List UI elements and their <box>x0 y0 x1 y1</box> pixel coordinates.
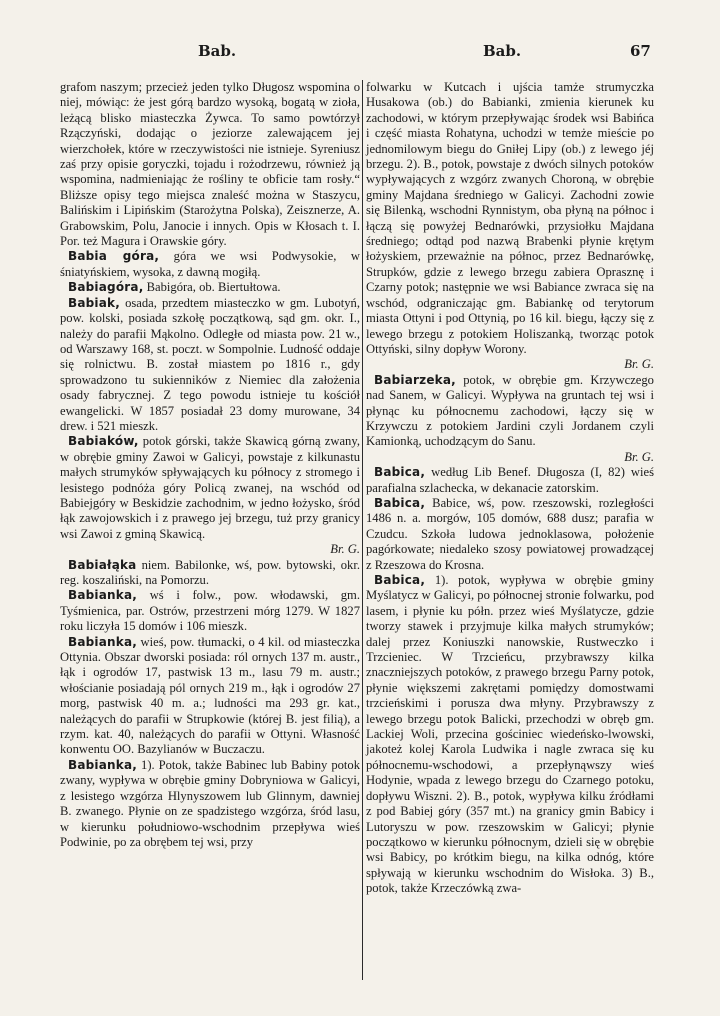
entry-headword: Babica, <box>374 495 426 510</box>
entry-headword: Babianka, <box>68 757 138 772</box>
entry-text: wieś, pow. tłumacki, o 4 kil. od miasteczka Ottynia. Obszar dworski posiada: ról ornych 137 m. austr., łąk i ogrodów 17, pastwisk 13 m., lasu 79 m. austr.; włościanie posiadają pól ornych 219 m., łąk i ogrodów 27 morg, pastwisk 40 m. a.; ludności ma 293 gr. kat., należących do parafii w Strupkowie (której B. jest filią), a rzym. kat. 40, należących do parafii w Ottyni. Własność konwentu OO. Bazylianów w Buczaczu. <box>60 634 360 757</box>
entry-text: osada, przedtem miasteczko w gm. Lubotyń, pow. kolski, posiada szkołę początkową, sąd gm. okr. I., należy do parafii Mąkolno. Odległe od miasta pow. 21 w., od Warszawy 168, st. poczt. w Sompolnie. Ludność oddaje się rolnictwu. B. został miastem po 1816 r., gdy sprowadzono tu sukienników z Niemiec dla założenia osady fabrycznej. Z tego powodu istnieje tu kościół ewangelicki. W 1857 posiadał 23 domy murowane, 34 drew. i 521 mieszk. <box>60 295 360 433</box>
dictionary-entry <box>60 434 360 557</box>
entry-headword: Babiak, <box>68 295 120 310</box>
entry-text: 1). Potok, także Babinec lub Babiny potok zwany, wypływa w obrębie gminy Dobryniowa w Galicyi, z lesistego wzgórza Hlynyszowem lub Glinnym, dawniej B. zwanego. Płynie on ze spadzistego wzgórza, śród lasu, w kierunku południowo-wschodnim przepływa wieś Podwinie, po za obrębem tej wsi, przy <box>60 757 361 849</box>
entry-author-signature: Br. G. <box>624 449 654 464</box>
dictionary-entry <box>60 249 360 280</box>
entry-text: grafom naszym; przecież jeden tylko Długosz wspomina o niej, mówiąc: że jest górą bardzo wysoką, bogatą w zioła, leżącą blisko miasteczka Żywca. To samo powtórzył Rzączyński, dodając o jeziorze zalewającem jej wierzchołek, które w rzeczywistości nie istnieje. Syreniusz zaś przy opisie goryczki, tojadu i rożodrzewu, również ją wspomina, nadmieniając że rośliny te obficie tam rosły.“ Bliższe opisy tego miejsca znaleść można w Staszycu, Balińskim i Lipińskim (Starożytna Polska), Zeisznerze, A. Grabowskim, Polu, Janocie i innych. Opis w Kłosach t. I. Por. też Magura i Orawskie góry. <box>60 80 360 249</box>
header-left-headword: Bab. <box>198 42 237 60</box>
dictionary-entry <box>366 573 654 897</box>
entry-text: według Lib Benef. Długosza (I, 82) wieś parafialna szlachecka, w dekanacie zatorskim. <box>366 465 654 495</box>
left-column <box>60 80 360 850</box>
dictionary-entry <box>60 296 360 435</box>
dictionary-entry <box>60 558 360 589</box>
entry-author-signature: Br. G. <box>330 542 360 557</box>
entry-headword: Babica, <box>374 465 426 480</box>
dictionary-entry <box>60 758 360 850</box>
entry-text: niem. Babilonke, wś, pow. bytowski, okr. reg. koszaliński, na Pomorzu. <box>60 557 360 587</box>
entry-text: Babigóra, ob. Biertułtowa. <box>146 280 281 295</box>
dictionary-entry <box>60 280 360 295</box>
dictionary-entry <box>366 465 654 496</box>
entry-text: 1). potok, wypływa w obrębie gminy Myślatycz w Galicyi, po północnej stronie folwarku, pod lasem, i płynie ku półn. przez wieś Myślatycze, gdzie tworzy stawek i przyjmuje kilka małych strumyków; dalej przez Koniuszki nanowskie, Rustweczko i Trzcieniec. W Trzcieńcu, przybrawszy kilka znaczniejszych potoków, z prawego brzegu Parny potok, płynie większemi zakrętami pomiędzy domostwami trzcieńskimi i porusza dwa młyny. Przybrawszy z lewego brzegu potok Balicki, przechodzi w obręb gm. Lackiej Woli, przecina gościniec wiedeńsko-lwowski, jakoteż kolej Karola Ludwika i nagle zwraca się ku północnemu-wschodowi, a przepłynąwszy wieś Hodynie, wpada z lewego brzegu do Czarnego potoku, dopływu Wiszni. 2). B., potok, wypływa kilku źródłami z pod Babiej góry (357 mt.) na granicy gmin Babicy i Lutoryszu w pow. rzeszowskim w Galicyi; płynie początkowo w kierunku północnym, dzieli się w obrębie wsi Babicy, po krótkim biegu, na kilka odnóg, które spływają w kierunku wschodnim do Wisłoka. 3) B., potok, także Krzeczówką zwa- <box>366 573 654 896</box>
entry-headword: Babiagóra, <box>68 280 144 295</box>
entry-headword: Babica, <box>374 573 426 587</box>
entry-headword: Babiałąka <box>68 557 137 572</box>
entry-author-signature: Br. G. <box>624 357 654 372</box>
running-header <box>0 42 720 64</box>
entry-headword: Babia góra, <box>68 249 160 264</box>
dictionary-entry <box>366 496 654 573</box>
entry-text: Babice, wś, pow. rzeszowski, rozległości 1486 n. a. morgów, 105 domów, 688 dusz; parafia w Czudcu. Szkoła ludowa jednoklasowa, położenie pagórkowate; niedaleko szosy powiatowej prowadzącej z Rzeszowa do Krosna. <box>366 495 654 572</box>
dictionary-entry <box>60 588 360 634</box>
entry-text: folwarku w Kutcach i ujścia tamże strumyczka Husakowa (ob.) do Babianki, zmienia kierunek ku zachodowi, w którym przepływając środek wsi Babińca i część miasta Rohatyna, uchodzi w temże mieście po jednomilowym biegu do Gniłej Lipy (ob.) z lewego jéj brzegu. 2). B., potok, powstaje z dwóch silnych potoków wypływających z wzgórz zwanych Choroną, w obrębie gminy Majdana średniego w Galicyi. Zachodni zowie się Bilenką, wschodni Rynnistym, oba płyną na północ i łączą się powyżej Bednarówki, przysiołku Majdana średniego; odtąd pod nazwą Brabenki płynie krętym łożyskiem, przeważnie na północ, przez Bednarówkę, Strupków, gdzie z lewego brzegu zabiera Oprasznę i Czarny potok; następnie we wsi Babiance zwraca się na wschód, odgraniczając gm. Babiankę od terytorum miasta Ottyni i pod Ottynią, po 16 kil. biegu, łączy się z lewego brzegu z potokiem Holiszanką, tworząc potok Ottyński, silny dopływ Worony. <box>366 80 654 356</box>
dictionary-entry <box>366 373 654 465</box>
entry-text: potok górski, także Skawicą górną zwany, w obrębie gminy Zawoi w Galicyi, powstaje z kilkunastu małych strumyków spływających ku północy z stromego i lesistego podnóża góry Policą zwanej, na wschód od Babiejgóry w Beskidzie zachodnim, w jedno łożysko, śród łąk zawojowskich i z prawego jej brzegu, tuż przy granicy wsi Zawoi z gminą Skawicą. <box>60 434 360 541</box>
entry-headword: Babiarzeka, <box>374 372 456 387</box>
entry-text: potok, w obrębie gm. Krzywczego nad Sanem, w Galicyi. Wypływa na gruntach tej wsi i płynąc ku północnemu zachodowi, łączy się w Krzywczu z potokiem Jardini czyli Jordanem czyli Kamionką, uchodzącym do Sanu. <box>366 372 654 449</box>
entry-text: wś i folw., pow. włodawski, gm. Tyśmienica, par. Ostrów, przestrzeni mórg 1279. W 1827 roku liczyła 15 domów i 106 mieszk. <box>60 588 360 634</box>
column-divider <box>362 80 363 980</box>
header-center-headword: Bab. <box>483 42 522 60</box>
dictionary-entry <box>60 635 360 758</box>
right-column <box>366 80 654 897</box>
dictionary-entry <box>366 80 654 373</box>
dictionary-entry <box>60 80 360 249</box>
entry-headword: Babiaków, <box>68 434 139 449</box>
entry-text: góra we wsi Podwysokie, w śniatyńskiem, wysoka, z dawną mogiłą. <box>60 249 360 279</box>
page-number: 67 <box>630 42 651 60</box>
entry-headword: Babianka, <box>68 588 138 603</box>
entry-headword: Babianka, <box>68 634 138 649</box>
